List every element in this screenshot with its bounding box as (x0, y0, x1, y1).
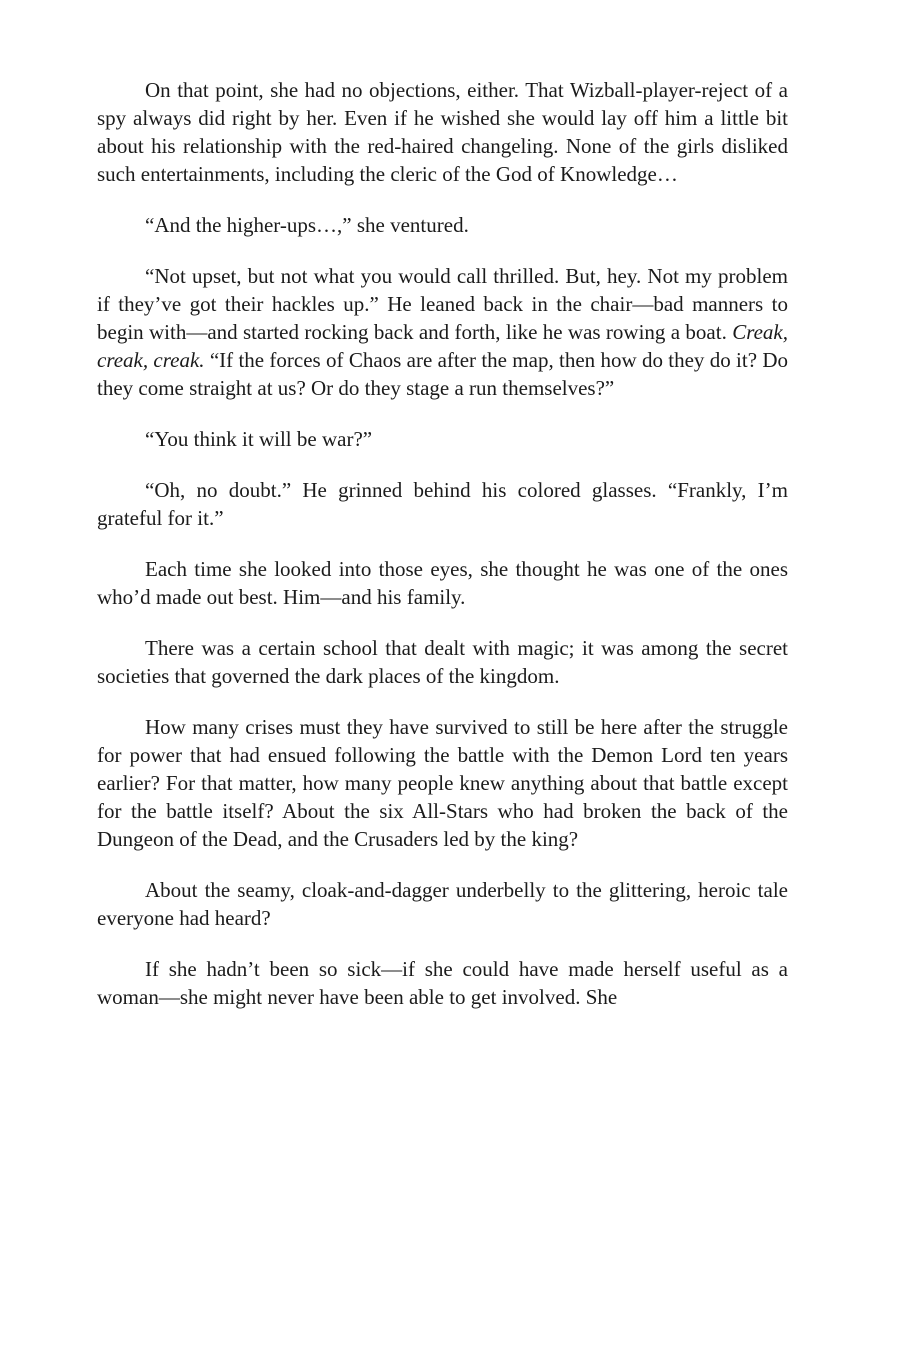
paragraph (97, 955, 788, 1011)
italic-text-run: Creak, creak, creak. (97, 320, 788, 372)
text-run: On that point, she had no objections, either. That Wizball-player-reject of a spy always did right by her. Even if he wished she would lay off him a little bit about his relationship with the red-haired changeling. None of the girls disliked such entertainments, including the cleric of the God of Knowledge… (97, 78, 788, 186)
text-run: Each time she looked into those eyes, she thought he was one of the ones who’d made out best. Him—and his family. (97, 557, 788, 609)
text-run: If she hadn’t been so sick—if she could have made herself useful as a woman—she might never have been able to get involved. She (97, 957, 788, 1009)
paragraph (97, 555, 788, 611)
paragraph (97, 76, 788, 188)
paragraph (97, 262, 788, 402)
paragraph (97, 634, 788, 690)
text-run: “If the forces of Chaos are after the map, then how do they do it? Do they come straight at us? Or do they stage a run themselves?” (97, 348, 789, 400)
paragraph (97, 476, 788, 532)
paragraph (97, 211, 788, 239)
text-run: How many crises must they have survived to still be here after the struggle for power that had ensued following the battle with the Demon Lord ten years earlier? For that matter, how many people knew anything about that battle except for the battle itself? About the six All-Stars who had broken the back of the Dungeon of the Dead, and the Crusaders led by the king? (97, 715, 788, 851)
text-run: “And the higher-ups…,” she ventured. (145, 213, 469, 237)
text-run: “Not upset, but not what you would call thrilled. But, hey. Not my problem if they’ve got their hackles up.” He leaned back in the chair—bad manners to begin with—and started rocking back and forth, like he was rowing a boat. (97, 264, 788, 344)
paragraph (97, 876, 788, 932)
text-run: About the seamy, cloak-and-dagger underbelly to the glittering, heroic tale everyone had heard? (97, 878, 788, 930)
paragraph (97, 713, 788, 853)
text-run: “Oh, no doubt.” He grinned behind his colored glasses. “Frankly, I’m grateful for it.” (97, 478, 788, 530)
page-text (97, 76, 788, 1011)
text-run: There was a certain school that dealt with magic; it was among the secret societies that governed the dark places of the kingdom. (97, 636, 788, 688)
paragraph (97, 425, 788, 453)
text-run: “You think it will be war?” (145, 427, 373, 451)
